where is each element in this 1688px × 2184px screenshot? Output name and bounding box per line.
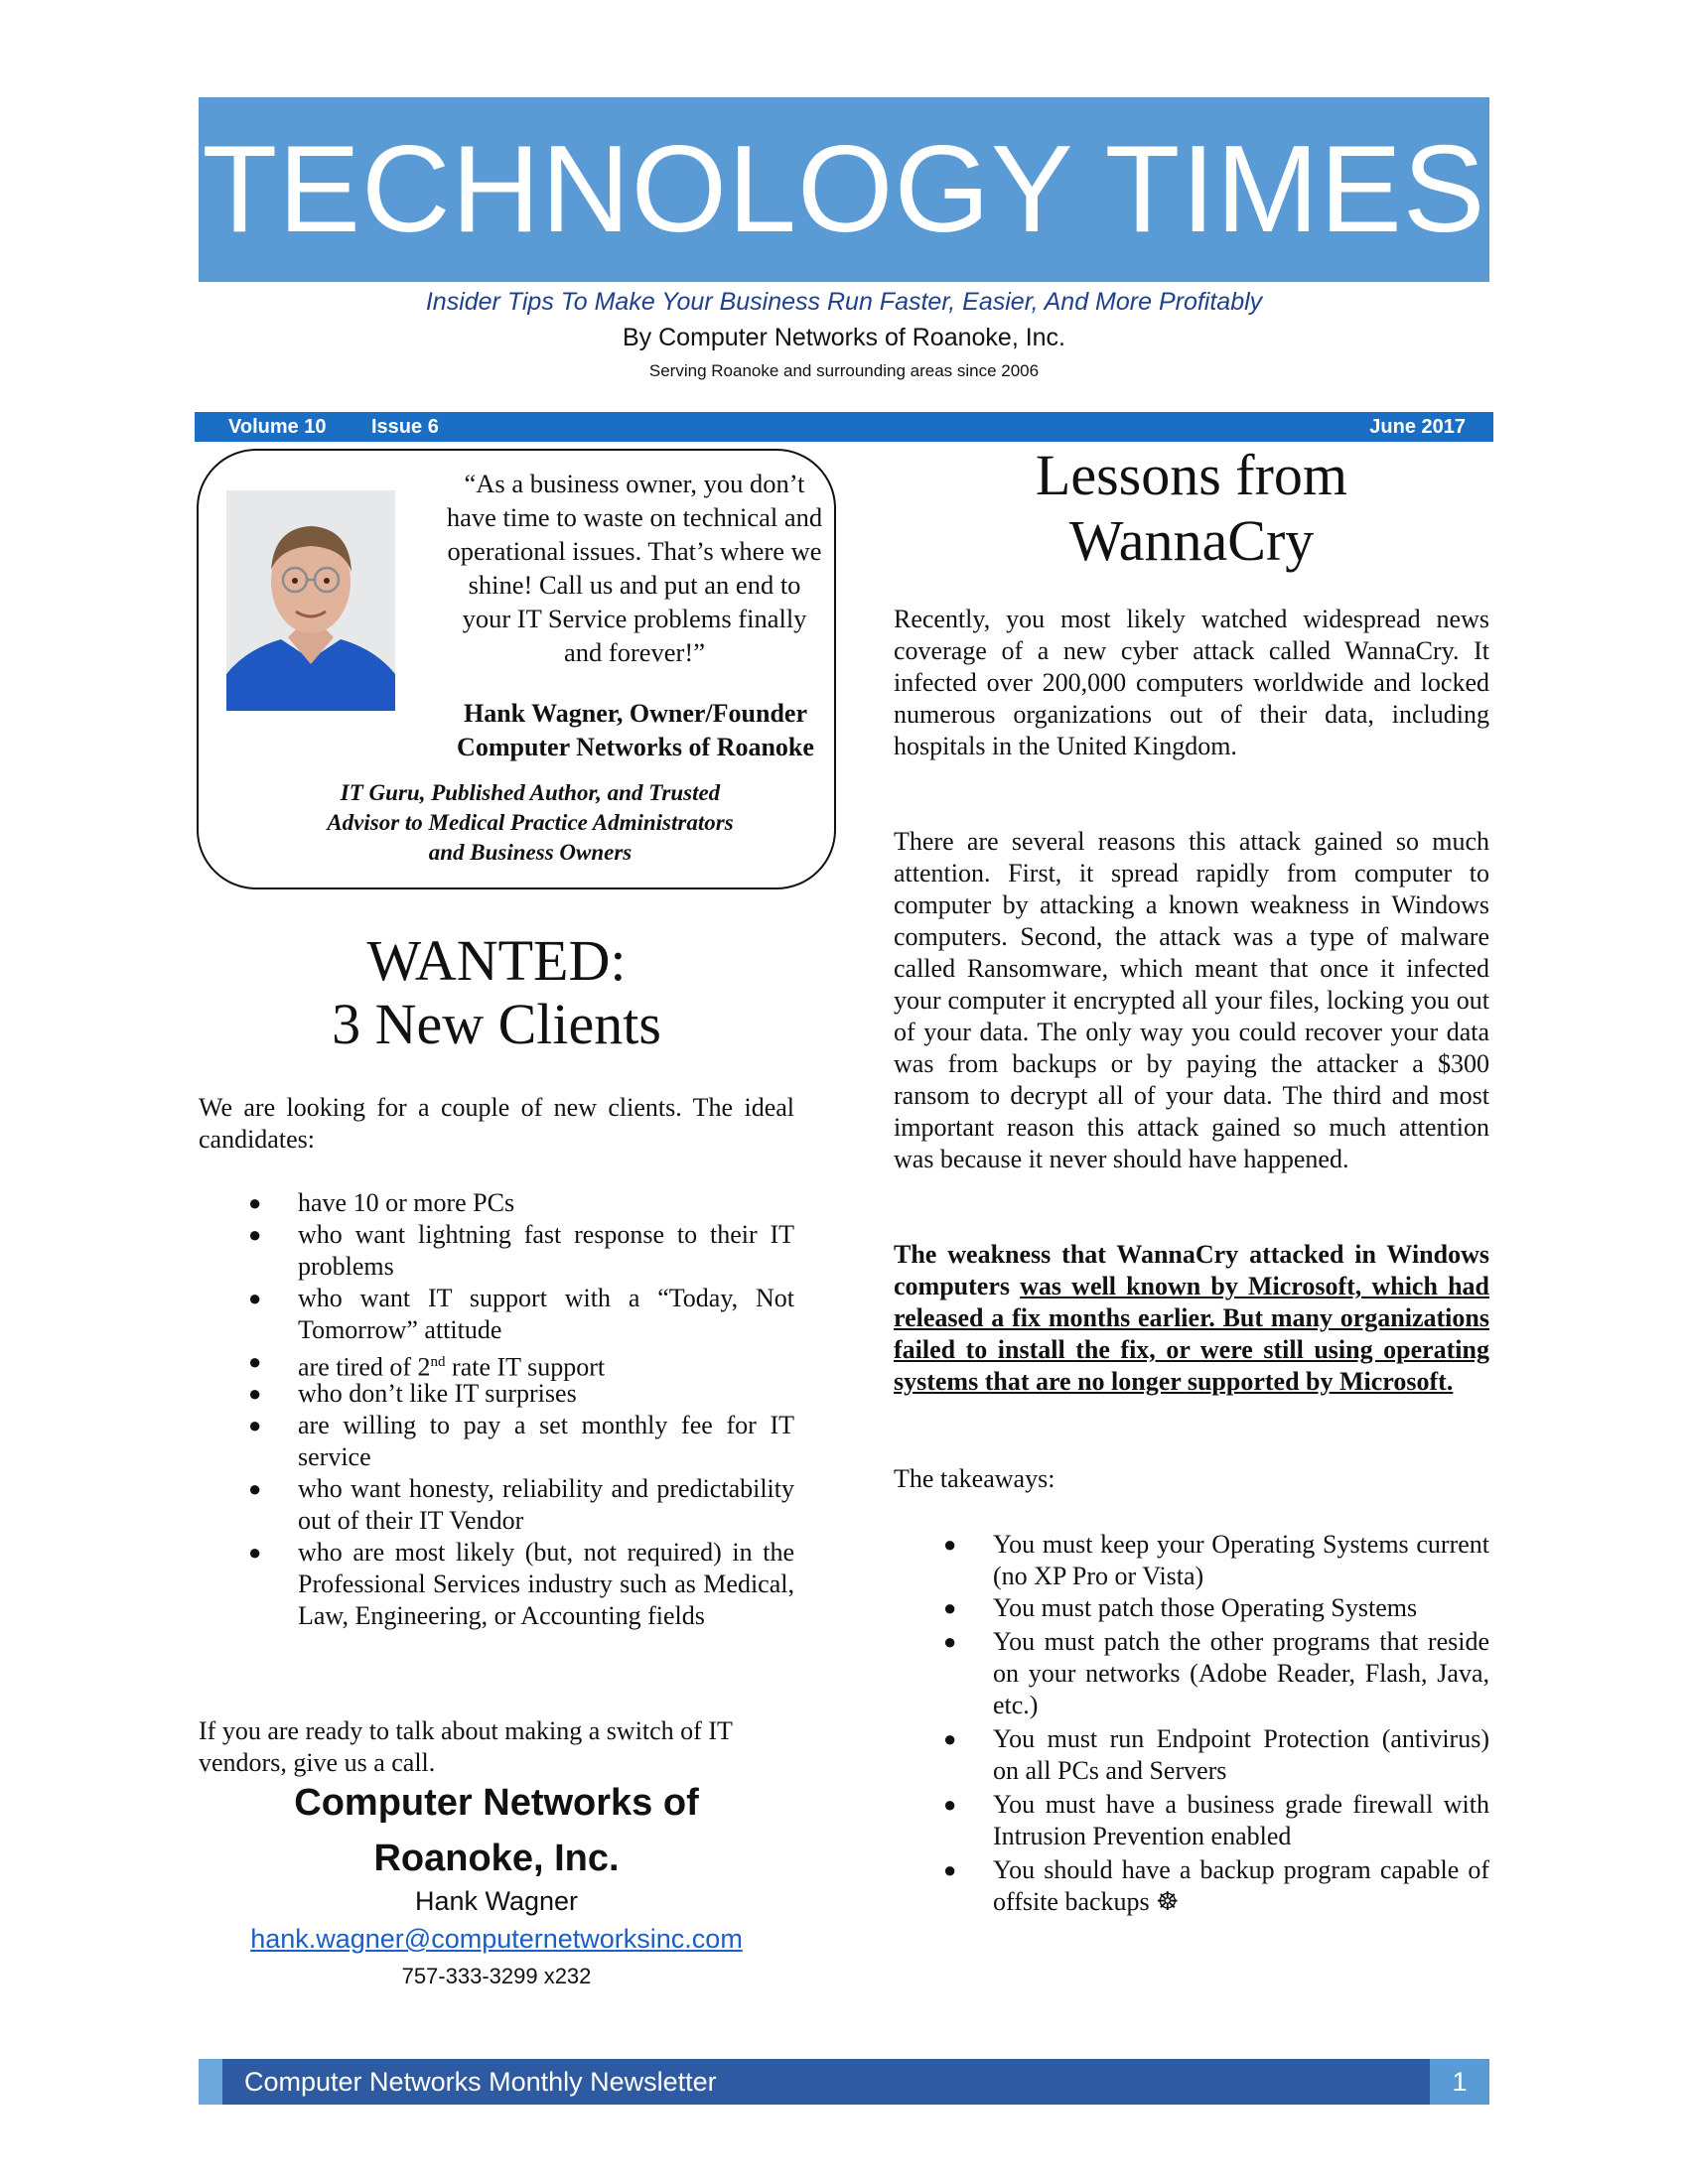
tagline: Insider Tips To Make Your Business Run Faster, Easier, And More Profitably: [425, 288, 1263, 316]
footer-title: Computer Networks Monthly Newsletter: [244, 2067, 717, 2097]
bullet-icon: ●: [248, 1349, 262, 1374]
bullet-icon: ●: [943, 1629, 957, 1654]
article-paragraph-2: There are several reasons this attack gained so much attention. First, it spread rapidly from computer to computer by attacking a known weakness in Windows computers. Second, the attack was a type of malware called Ransomware, which meant that once it infected your computer it encrypted all your files, locking you out of your data. The only way you could recover your data was from backups or by paying the attacker a $300 ransom to decrypt all of your data. The third and most important reason this attack gained so much attention was because it never should have happened.: [894, 827, 1489, 1173]
bullet-icon: ●: [248, 1413, 262, 1437]
newsletter-title: TECHNOLOGY TIMES: [199, 97, 1489, 282]
portrait-icon: [226, 490, 395, 711]
article-title: Lessons from WannaCry: [1035, 443, 1348, 573]
bullet-icon: ●: [248, 1190, 262, 1215]
contact-name: Hank Wagner: [414, 1886, 579, 1916]
takeaways-label: The takeaways:: [894, 1464, 1055, 1493]
footer-accent: [199, 2059, 222, 2105]
bullet-icon: ●: [248, 1540, 262, 1565]
article-paragraph-1: Recently, you most likely watched widespread news coverage of a new cyber attack called WannaCry. It infected over 200,000 computers worldwide and locked numerous organizations out of their data, including hospitals in the United Kingdom.: [894, 605, 1489, 760]
bullet-icon: ●: [943, 1857, 957, 1882]
wanted-heading: WANTED: 3 New Clients: [332, 928, 661, 1056]
page-number: 1: [1430, 2059, 1489, 2105]
volume-label: Volume 10: [228, 416, 327, 438]
owner-photo: [226, 490, 395, 711]
bullet-icon: ●: [943, 1595, 957, 1620]
owner-signature: Hank Wagner, Owner/Founder Computer Networks of Roanoke: [457, 699, 814, 761]
issue-label: Issue 6: [371, 416, 439, 438]
article-paragraph-3: The weakness that WannaCry attacked in Windows computers was well known by Microsoft, which had released a fix months earlier. But many organizations failed to install the fix, or were still using operating systems that are no longer supported by Microsoft.: [894, 1240, 1489, 1396]
owner-credentials: IT Guru, Published Author, and Trusted Advisor to Medical Practice Administrators and Business Owners: [327, 780, 734, 865]
footer-bar: [199, 2059, 1489, 2105]
bullet-icon: ●: [943, 1726, 957, 1751]
bullet-icon: ●: [248, 1286, 262, 1310]
service-since: Serving Roanoke and surrounding areas since 2006: [648, 361, 1040, 380]
issue-bar: [195, 412, 1493, 442]
wanted-closing: If you are ready to talk about making a switch of IT vendors, give us a call.: [199, 1716, 733, 1777]
contact-email-link[interactable]: hank.wagner@computernetworksinc.com: [250, 1924, 743, 1954]
contact-phone: 757-333-3299 x232: [401, 1964, 592, 1988]
wanted-intro: We are looking for a couple of new clients. The ideal candidates:: [199, 1093, 794, 1154]
issue-date: June 2017: [1369, 416, 1466, 438]
owner-quote: “As a business owner, you don’t have time to waste on technical and operational issues. That’s where we shine! Call us and put an end to your IT Service problems finally and forever!”: [446, 469, 823, 667]
byline: By Computer Networks of Roanoke, Inc.: [622, 324, 1066, 351]
contact-company: Computer Networks of Roanoke, Inc.: [294, 1782, 699, 1879]
bullet-icon: ●: [943, 1532, 957, 1557]
bullet-icon: ●: [248, 1381, 262, 1406]
bullet-icon: ●: [248, 1476, 262, 1501]
bullet-icon: ●: [248, 1222, 262, 1247]
bullet-icon: ●: [943, 1792, 957, 1817]
